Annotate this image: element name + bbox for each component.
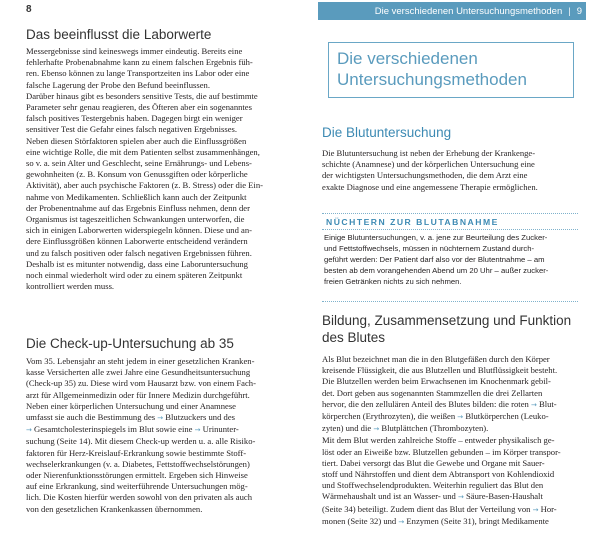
text-line (26, 401, 290, 412)
section-body-blutuntersuchung (322, 148, 580, 193)
text-line: Die Blutuntersuchung ist neben der Erhebung der Krankenge- (322, 148, 536, 158)
text-segment: suchung (Seite 14). Mit diesem Check-up werden u. a. alle Risiko- (26, 436, 256, 447)
text-segment: Blutkörperchen (Leuko- (463, 411, 549, 422)
text-segment: löst oder an Eiweiße bzw. Blutzellen gebunden – im Körper transpor- (322, 446, 561, 457)
text-line: und Fettstoffwechsels, müssen in nüchternem Zustand durch- (324, 244, 535, 253)
text-line: der wichtigsten Untersuchungsmethoden, die dem Arzt eine (322, 170, 528, 181)
text-line: Aktivität), aber auch psychische Faktoren (z. B. Stress) oder die Ein- (26, 180, 263, 191)
page-number-right: 9 (576, 5, 582, 17)
text-line (322, 447, 580, 458)
text-line (322, 365, 580, 376)
tip-box-header (322, 213, 578, 230)
text-segment: wechselerkrankungen (v. a. Diabetes, Fettstoffwechselstörungen) (26, 458, 250, 469)
text-segment: zyten) und die (322, 423, 374, 434)
section-heading-laborwerte: Das beeinflusst die Laborwerte (26, 27, 212, 42)
text-segment: monen (Seite 32) und (322, 515, 399, 526)
arrow-right-icon: → (530, 400, 537, 409)
arrow-right-icon: → (457, 413, 464, 422)
tip-box-bottom-rule (322, 301, 578, 302)
chapter-title-line1: Die verschiedenen (337, 49, 478, 68)
text-line (26, 367, 290, 378)
text-line (26, 459, 290, 470)
text-line (26, 390, 290, 401)
text-segment: tiert. Dabei versorgt das Blut die Gewebe und Organe mit Sauer- (322, 457, 545, 468)
text-line: Parameter sehr genau reagieren, des Öfteren aber ein sogenanntes (26, 102, 252, 113)
chapter-title-box (328, 42, 574, 98)
text-segment: Vom 35. Lebensjahr an steht jedem in einer gesetzlichen Kranken- (26, 356, 255, 366)
text-line (322, 423, 580, 435)
text-line (26, 481, 290, 492)
text-line (26, 356, 290, 367)
text-line: Einige Blutuntersuchungen, v. a. jene zur Beurteilung des Zucker- (324, 233, 548, 242)
text-segment: Als Blut bezeichnet man die in den Blutgefäßen durch den Körper (322, 354, 550, 364)
tip-box-body (324, 232, 576, 287)
text-line: besten ab dem vorangehenden Abend um 20 Uhr – außer zucker- (324, 266, 549, 275)
text-line (322, 491, 580, 503)
text-segment: Gesamtcholesterinspiegels im Blut sowie eine (31, 424, 195, 435)
text-segment: Säure-Basen-Haushalt (463, 491, 543, 502)
section-heading-blutuntersuchung: Die Blutuntersuchung (322, 125, 452, 140)
arrow-right-icon: → (26, 426, 32, 435)
text-segment: oder Nierenfunktionsstörungen ermittelt. Ergeben sich Hinweise (26, 470, 248, 481)
text-line (322, 354, 580, 365)
text-line (322, 388, 580, 399)
text-line: kontrolliert werden muss. (26, 281, 115, 292)
text-line: Messergebnisse sind keineswegs immer eindeutig. Bereits eine (26, 46, 243, 56)
section-body-bildung (322, 354, 580, 528)
section-heading-checkup: Die Check-up-Untersuchung ab 35 (26, 336, 234, 351)
text-line: Neben diesen Störfaktoren spielen aber auch die Einflussgrößen (26, 135, 247, 146)
text-line: Deshalb ist es mitunter notwendig, dass eine Laboruntersuchung (26, 258, 248, 269)
text-line (322, 504, 580, 516)
chapter-title-line2: Untersuchungsmethoden (337, 70, 527, 89)
text-segment: Blutzuckers und des (163, 412, 235, 423)
text-line: Darüber hinaus gibt es besonders sensitive Tests, die auf bestimmte (26, 90, 258, 101)
running-header-title: Die verschiedenen Untersuchungsmethoden (374, 5, 563, 17)
text-segment: stoff und Nährstoffen und dient dem Abtransport von Kohlendioxid (322, 469, 555, 480)
running-header-separator: | (568, 5, 571, 17)
right-page (300, 0, 600, 540)
text-line: nahme von Medikamenten. Schließlich kann auch der Zeitpunkt (26, 191, 247, 202)
section-body-checkup (26, 356, 290, 515)
text-line: der Probenentnahme auf das Ergebnis Einfluss nehmen, denn der (26, 202, 250, 213)
text-segment: det. Dort geben aus sogenannten Stammzellen die drei Zellarten (322, 387, 543, 398)
arrow-right-icon: → (532, 505, 539, 514)
text-line: schichte (Anamnese) und der körperlichen Untersuchung eine (322, 159, 535, 170)
text-line: noch einmal wiederholt wird oder zu einem späteren Zeitpunkt (26, 270, 243, 281)
text-line (26, 448, 290, 459)
text-segment: kasse Versicherten alle zwei Jahre eine Gesundheitsuntersuchung (26, 367, 251, 378)
page-number-left: 8 (26, 4, 32, 15)
text-line (26, 492, 290, 503)
arrow-right-icon: → (457, 493, 464, 502)
arrow-right-icon: → (398, 517, 405, 526)
text-line: dere Einflussgrößen können Laborwerte entscheidend verändern (26, 236, 248, 247)
arrow-right-icon: → (373, 425, 380, 434)
text-line: ren. Ebenso können zu lange Transportzeiten ins Labor oder eine (26, 68, 250, 79)
text-line (322, 411, 580, 423)
text-line (26, 378, 290, 389)
text-line: sensitiver Test die Gefahr eines falsch negativen Ergebnisses. (26, 124, 237, 135)
text-line (322, 469, 580, 480)
text-line: sich in einigen Laborwerten widerspiegeln können. Diese und an- (26, 225, 252, 236)
text-segment: umfasst sie auch die Bestimmung des (26, 412, 158, 423)
text-segment: und Stoffwechselendprodukten. Weiterhin reguliert das Blut den (322, 480, 544, 491)
arrow-right-icon: → (157, 414, 164, 423)
text-line (322, 399, 580, 411)
section-body-laborwerte (26, 46, 290, 292)
text-segment: Mit dem Blut werden zahlreiche Stoffe – entweder physikalisch ge- (322, 435, 555, 446)
text-line (322, 458, 580, 469)
text-line: geführt werden: Der Patient darf also vor der Blutentnahme – am (324, 255, 545, 264)
text-line: und zu falsch positiven oder falsch negativen Ergebnissen führen. (26, 247, 252, 258)
text-segment: kreisende Flüssigkeit, die aus Blutzellen und Blutflüssigkeit besteht. (322, 365, 558, 376)
text-line (26, 436, 290, 447)
text-line: gewohnheiten (z. B. Konsum von Genussgiften oder körperliche (26, 169, 248, 180)
tip-box-title: NÜCHTERN ZUR BLUTABNAHME (326, 216, 499, 227)
text-segment: Urinunter- (200, 424, 239, 435)
text-line (26, 470, 290, 481)
text-line (26, 424, 290, 436)
section-heading-bildung-line2: des Blutes (322, 330, 386, 345)
text-segment: arzt für Allgemeinmedizin oder für Innere Medizin durchgeführt. (26, 389, 250, 400)
text-segment: Hor- (538, 503, 557, 514)
text-segment: hervor, die den zellulären Anteil des Blutes bilden: die roten (322, 398, 531, 409)
running-header (318, 2, 586, 20)
text-segment: Die Blutzellen werden beim Erwachsenen im Knochenmark gebil- (322, 376, 551, 387)
text-segment: (Seite 34) beteiligt. Zudem dient das Blut der Verteilung von (322, 503, 533, 514)
text-segment: Wärmehaushalt und ist an Wasser- und (322, 491, 458, 502)
text-segment: Blut- (536, 398, 557, 409)
text-line (322, 435, 580, 446)
text-segment: Blutplättchen (Thrombozyten). (379, 423, 489, 434)
text-segment: Neben einer körperlichen Untersuchung und einer Anamnese (26, 400, 236, 411)
text-line (26, 504, 290, 515)
text-line: freien Getränken nichts zu sich nehmen. (324, 277, 462, 286)
arrow-right-icon: → (194, 426, 201, 435)
text-line (322, 480, 580, 491)
text-line (26, 412, 290, 424)
text-segment: auf eine Erkrankung, sind weiterführende Untersuchungen mög- (26, 481, 248, 492)
text-line: so v. a. sein Alter und Geschlecht, seine Ernährungs- und Lebens- (26, 158, 252, 169)
text-segment: von den gesetzlichen Krankenkassen übernommen. (26, 503, 203, 514)
text-segment: lich. Die Kosten hierfür werden sowohl von den privaten als auch (26, 492, 252, 503)
text-segment: körperchen (Erythrozyten), die weißen (322, 411, 458, 422)
text-line: Organismus ist tageszeitlichen Schwankungen unterworfen, die (26, 214, 245, 225)
text-line (322, 376, 580, 387)
text-line: falsche Lagerung der Probe den Befund beeinflussen. (26, 79, 210, 90)
text-line: exakte Diagnose und eine angemessene Therapie ermöglichen. (322, 181, 538, 192)
text-line: eine wichtige Rolle, die mit dem Patienten selbst zusammenhängen, (26, 146, 260, 157)
text-segment: Enzymen (Seite 31), bringt Medikamente (404, 515, 549, 526)
text-line: fehlerhafte Probenabnahme kann zu einem falschen Ergebnis füh- (26, 57, 253, 68)
text-line (322, 516, 580, 528)
section-heading-bildung-line1: Bildung, Zusammensetzung und Funktion (322, 313, 572, 328)
text-segment: faktoren für Herz-Kreislauf-Erkrankung sowie bestimmte Stoff- (26, 447, 247, 458)
text-line: falsch positives Testergebnis haben. Dagegen birgt ein weniger (26, 113, 243, 124)
text-segment: (Check-up 35) zu. Diese wird vom Hausarzt bzw. von einem Fach- (26, 378, 256, 389)
